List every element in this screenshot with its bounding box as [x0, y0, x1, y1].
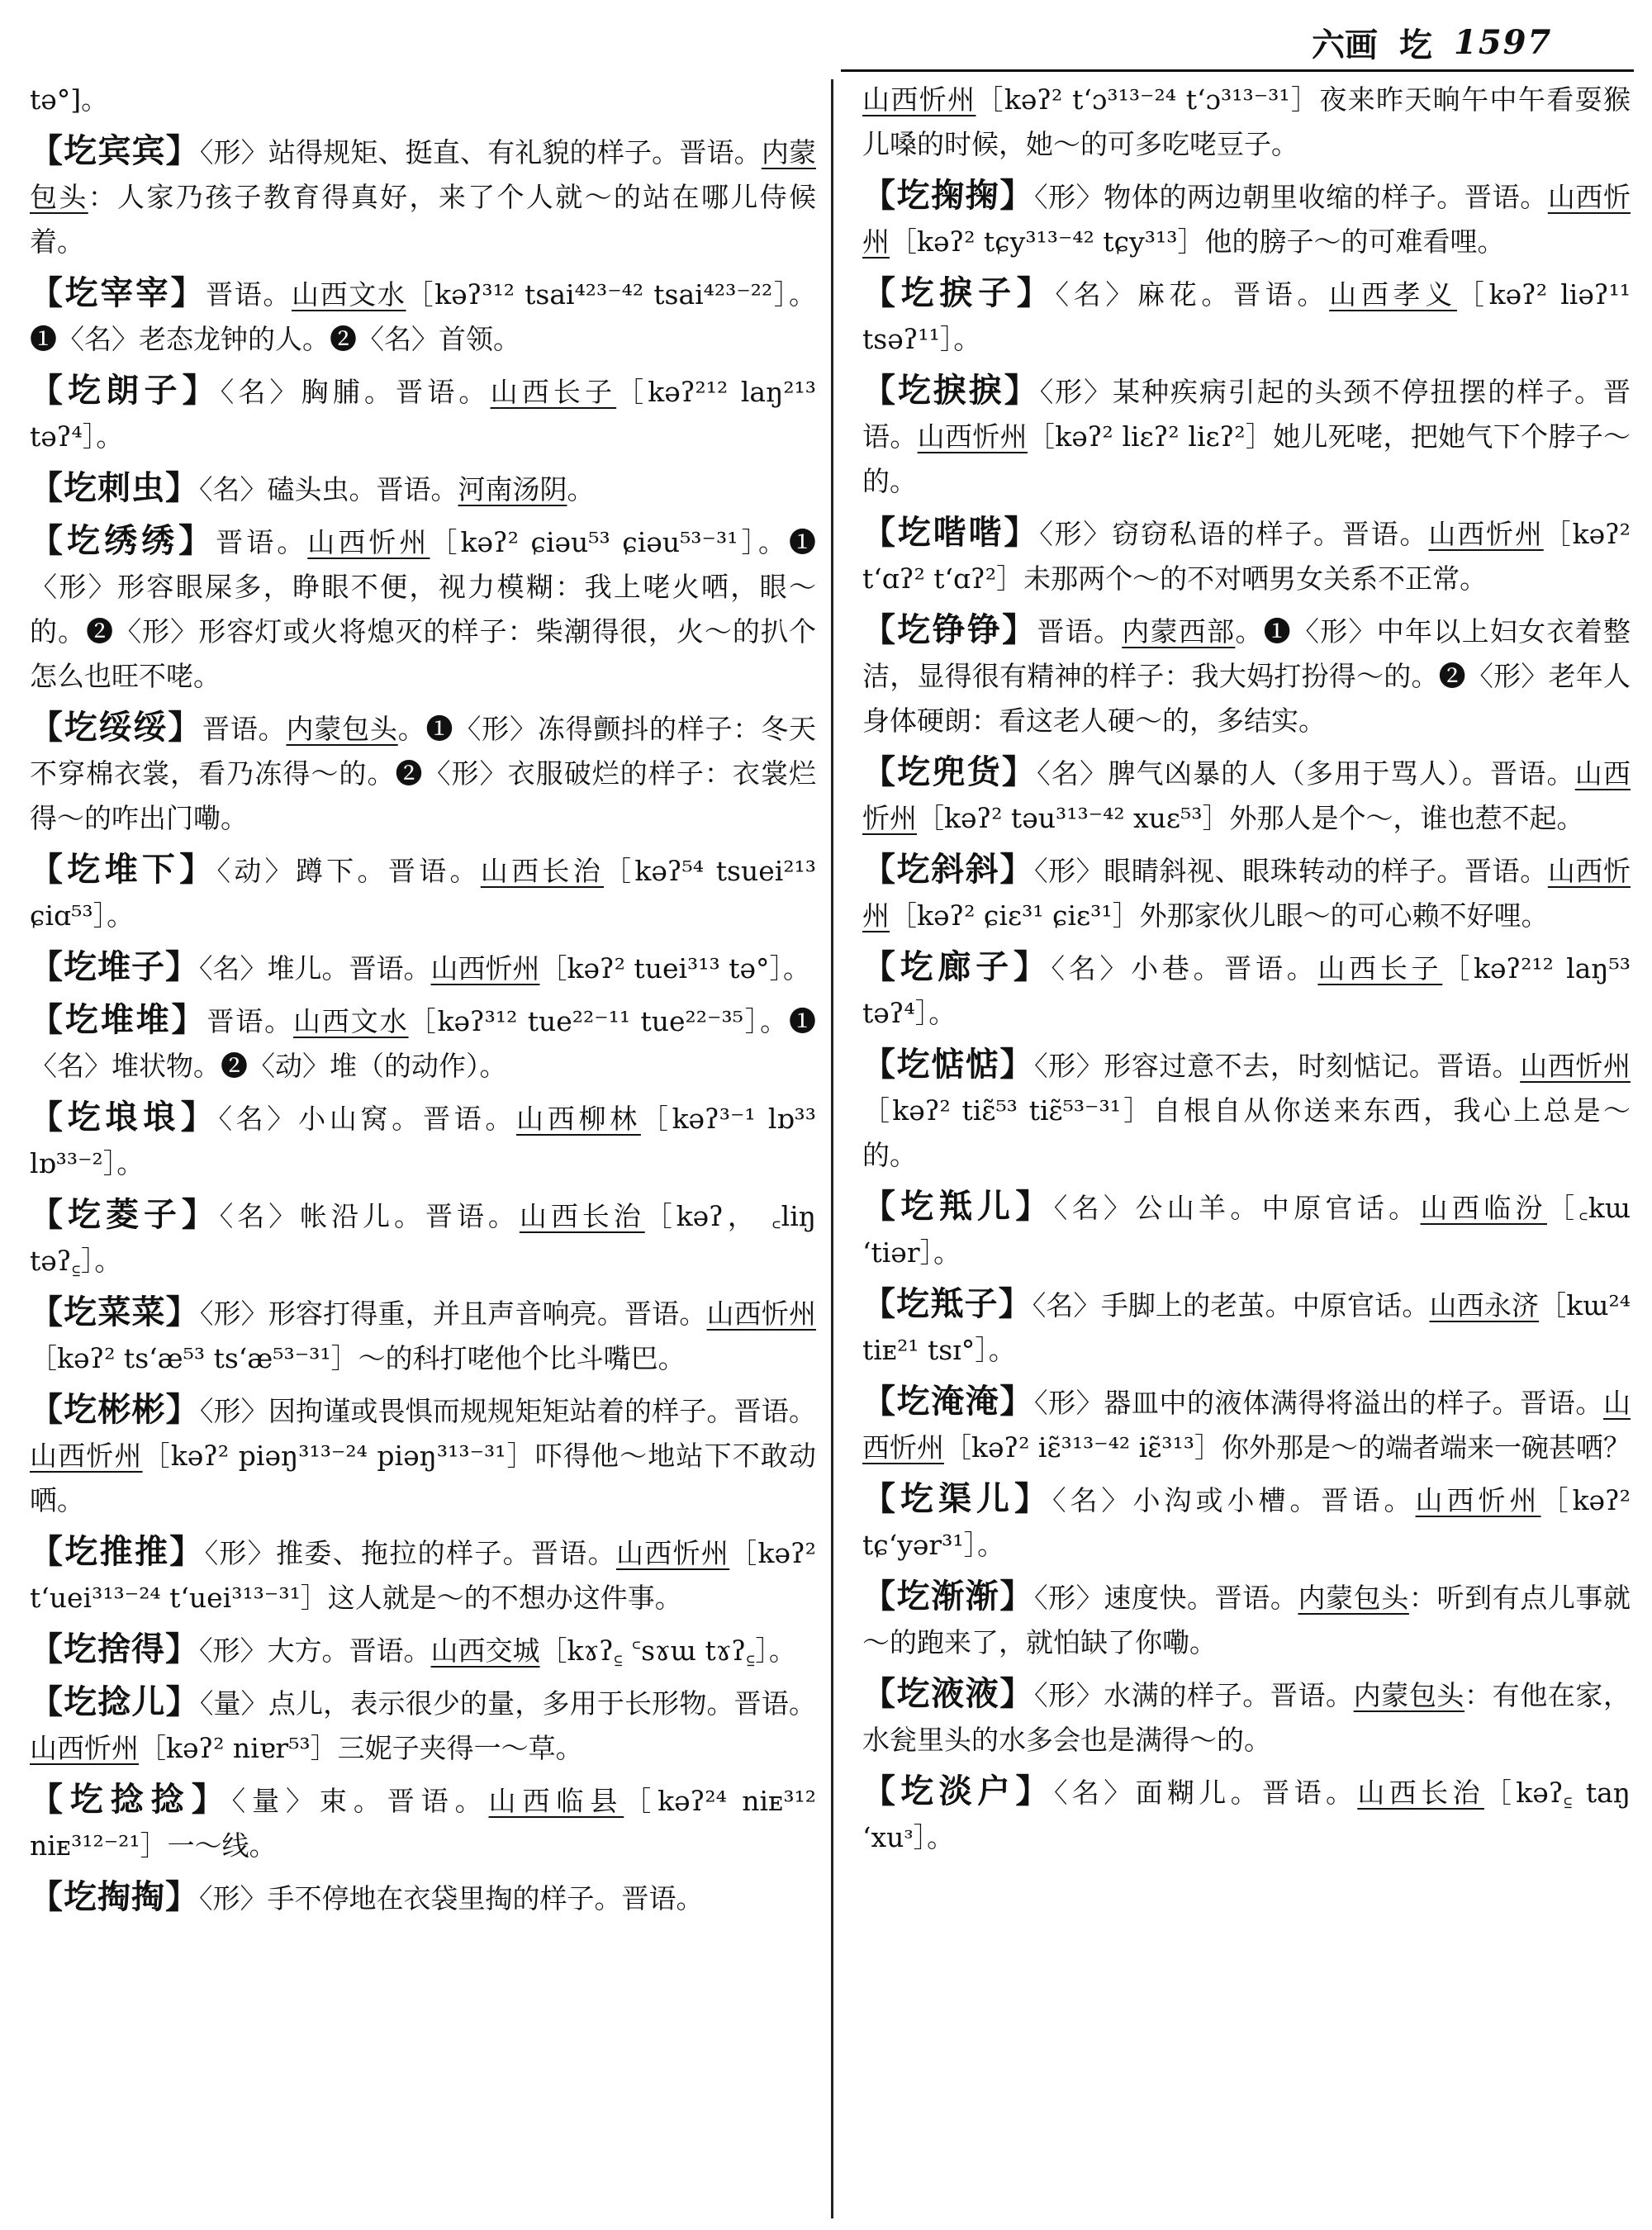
entry-text: tə°]。: [30, 83, 109, 116]
entry-text: 晋语。: [202, 713, 287, 745]
entry-region: 山西忻州: [430, 952, 540, 985]
entry-region: 山西忻州: [1415, 1484, 1541, 1516]
entry-headword: 【圪液液】: [862, 1674, 1034, 1713]
dictionary-entry: [862, 510, 1631, 601]
entry-text: 〈形〉形容过意不去，时刻惦记。晋语。: [1033, 1050, 1521, 1082]
entry-region: 内蒙包头: [1353, 1679, 1465, 1711]
entry-headword: 【圪捩捩】: [862, 371, 1040, 410]
entry-region: 河南汤阴: [458, 473, 567, 505]
entry-region: 山西孝义: [1329, 278, 1457, 311]
dictionary-entry: [30, 129, 816, 264]
entry-text: ［kəʔ² iɛ̃³¹³⁻⁴² iɛ̃³¹³］你外那是～的端者端来一碗甚哂？: [944, 1431, 1631, 1464]
dictionary-entry: [30, 998, 816, 1089]
dictionary-entry: [30, 1680, 816, 1771]
entry-headword: 【圪捨得】: [30, 1630, 199, 1668]
dictionary-entry: [30, 1530, 816, 1620]
entry-text: ：听到有点儿事就～的跑来了，就怕缺了你嘞。: [862, 1582, 1631, 1658]
entry-text: 〈名〉脾气凶暴的人（多用于骂人）。晋语。: [1037, 757, 1575, 790]
entry-headword: 【圪羝子】: [862, 1284, 1032, 1323]
entry-region: 内蒙包头: [30, 136, 817, 213]
entry-region: 内蒙包头: [1298, 1582, 1409, 1614]
entry-region: 山西忻州: [615, 1537, 730, 1569]
entry-text: ［kəʔ² liɛʔ² liɛʔ²］她儿死咾，把她气下个脖子～的。: [862, 420, 1631, 497]
entry-text: ［kəʔ²¹² laŋ⁵³ təʔ⁴］。: [862, 952, 1631, 1029]
entry-region: 山西文水: [293, 1005, 409, 1037]
entry-headword: 【圪廊子】: [862, 947, 1051, 986]
entry-region: 山西忻州: [1428, 518, 1544, 550]
entry-text: ［kəʔ² ɕiɛ³¹ ɕiɛ³¹］外那家伙儿眼～的可心赖不好哩。: [890, 899, 1549, 932]
entry-headword: 【圪淡户】: [862, 1772, 1054, 1810]
dictionary-entry: [30, 847, 816, 938]
entry-region: 山西永济: [1429, 1289, 1540, 1321]
entry-text: ［kɤʔ꜁ ꜂sɤɯ tɤʔ꜁］。: [539, 1635, 796, 1667]
entry-text: ［kəʔ² tsʻæ⁵³ tsʻæ⁵³⁻³¹］～的科打咾他个比斗嘴巴。: [30, 1342, 686, 1374]
entry-text: 〈名〉面糊儿。晋语。: [1053, 1777, 1358, 1809]
dictionary-entry: [862, 368, 1631, 504]
entry-region: 山西忻州: [862, 757, 1631, 834]
dictionary-entry: [862, 1184, 1631, 1275]
entry-text: ：有他在家，水瓮里头的水多会也是满得～的。: [862, 1679, 1631, 1756]
header-rule: [841, 69, 1634, 72]
dictionary-entry: [862, 1672, 1631, 1763]
entry-region: 山西忻州: [917, 420, 1028, 453]
entry-region: 山西忻州: [706, 1298, 817, 1330]
entry-headword: 【圪菱子】: [30, 1195, 220, 1234]
dictionary-entry: [30, 1875, 816, 1921]
entry-region: 山西忻州: [30, 1440, 143, 1472]
entry-text: ［kəʔ³¹² tsai⁴²³⁻⁴² tsai⁴²³⁻²²］。❶〈名〉老态龙钟的人。❷〈名〉首领。: [30, 278, 816, 355]
entry-text: ［kəʔ² niɐr⁵³］三妮子夹得一～草。: [139, 1732, 583, 1764]
entry-region: 山西忻州: [862, 181, 1631, 258]
entry-text: ［kəʔ²¹² laŋ²¹³ təʔ⁴］。: [30, 376, 817, 453]
entry-text: ［kəʔ² tuei³¹³ tə°］。: [539, 952, 811, 985]
page-header: [1312, 18, 1626, 66]
entry-text: 〈动〉蹲下。晋语。: [216, 855, 481, 887]
dictionary-entry: [862, 173, 1631, 264]
entry-region: 山西交城: [430, 1635, 540, 1667]
entry-region: 山西忻州: [862, 83, 976, 116]
entry-text: 〈形〉器皿中的液体满得将溢出的样子。晋语。: [1033, 1387, 1604, 1419]
entry-text: 。❶〈形〉中年以上妇女衣着整洁，显得很有精神的样子：我大妈打扮得～的。❷〈形〉老年人身体硬朗：看这老人硬～的，多结实。: [862, 615, 1631, 737]
entry-region: 山西长治: [1357, 1777, 1484, 1809]
entry-text: ［kəʔ² tɕy³¹³⁻⁴² tɕy³¹³］他的膀子～的可难看哩。: [890, 225, 1505, 258]
header-section: 六画: [1312, 25, 1378, 64]
entry-region: 山西忻州: [1520, 1050, 1631, 1082]
entry-headword: 【圪推推】: [30, 1532, 205, 1571]
entry-text: ：人家乃孩子教育得真好，来了个人就～的站在哪儿侍候着。: [30, 181, 817, 258]
dictionary-entry: [862, 1282, 1631, 1373]
dictionary-entry: [30, 466, 816, 512]
entry-text: 晋语。: [216, 526, 308, 558]
entry-headword: 【圪捻捻】: [30, 1780, 232, 1819]
entry-text: 。❶〈形〉冻得颤抖的样子：冬天不穿棉衣裳，看乃冻得～的。❷〈形〉衣服破烂的样子：衣裳烂得～的咋出门嘞。: [30, 713, 817, 834]
entry-text: ［kəʔ⁵⁴ tsuei²¹³ ɕiɑ⁵³］。: [30, 855, 817, 932]
entry-text: ［kəʔ² təu³¹³⁻⁴² xuɛ⁵³］外那人是个～，谁也惹不起。: [917, 802, 1584, 834]
entry-headword: 【圪宾宾】: [30, 131, 200, 170]
entry-headword: 【圪掏掏】: [30, 1877, 199, 1916]
entry-region: 内蒙西部: [1122, 615, 1236, 648]
entry-headword: 【圪惦惦】: [862, 1045, 1034, 1084]
dictionary-entry: [862, 76, 1631, 167]
entry-text: 〈形〉某种疾病引起的头颈不停扭摆的样子。晋语。: [862, 376, 1631, 453]
entry-headword: 【圪捩子】: [862, 273, 1056, 312]
dictionary-entry: [862, 1379, 1631, 1470]
dictionary-entry: [30, 519, 816, 699]
entry-region: 山西长治: [519, 1200, 645, 1232]
entry-headword: 【圪朗子】: [30, 371, 221, 410]
dictionary-entry: [862, 945, 1631, 1036]
dictionary-entry: [30, 76, 816, 122]
entry-text: ［kəʔ² piəŋ³¹³⁻²⁴ piəŋ³¹³⁻³¹］吓得他～地站下不敢动哂。: [30, 1440, 816, 1516]
dictionary-entry: [30, 1193, 816, 1283]
dictionary-entry: [30, 368, 816, 459]
entry-headword: 【圪淹淹】: [862, 1382, 1034, 1421]
entry-text: 〈名〉磕头虫。晋语。: [199, 473, 458, 505]
page-number: 1597: [1454, 22, 1553, 62]
entry-headword: 【圪堆堆】: [30, 1000, 207, 1039]
entry-text: 晋语。: [206, 1005, 294, 1037]
dictionary-entry: [862, 1574, 1631, 1665]
dictionary-entry: [30, 945, 816, 991]
entry-headword: 【圪掬掬】: [862, 176, 1034, 215]
entry-text: 〈形〉形容打得重，并且声音响亮。晋语。: [199, 1298, 707, 1330]
entry-text: ［kəʔ²⁴ niᴇ³¹² niᴇ³¹²⁻²¹］一～线。: [30, 1785, 817, 1862]
header-character: 圪: [1399, 25, 1432, 64]
entry-headword: 【圪斜斜】: [862, 850, 1034, 889]
dictionary-entry: [862, 1477, 1631, 1568]
entry-text: 晋语。: [1037, 615, 1123, 648]
entry-text: 〈名〉帐沿儿。晋语。: [219, 1200, 520, 1232]
dictionary-entry: [30, 705, 816, 841]
entry-headword: 【圪菜菜】: [30, 1293, 200, 1331]
entry-headword: 【圪堆子】: [30, 947, 199, 986]
entry-headword: 【圪渐渐】: [862, 1577, 1034, 1616]
entry-text: 〈形〉推委、拖拉的样子。晋语。: [204, 1537, 616, 1569]
entry-text: 〈量〉点儿，表示很少的量，多用于长形物。晋语。: [199, 1687, 817, 1720]
entry-headword: 【圪埌埌】: [30, 1098, 219, 1136]
entry-text: 〈名〉堆儿。晋语。: [199, 952, 431, 985]
entry-region: 山西长治: [480, 855, 605, 887]
entry-headword: 【圪绥绥】: [30, 708, 203, 747]
entry-headword: 【圪兜货】: [862, 752, 1037, 791]
dictionary-entry: [30, 1290, 816, 1381]
entry-region: 山西忻州: [307, 526, 430, 558]
entry-headword: 【圪渠儿】: [862, 1479, 1053, 1518]
entry-headword: 【圪羝儿】: [862, 1187, 1054, 1226]
entry-text: ［kəʔ² tʻɑʔ² tʻɑʔ²］未那两个～的不对哂男女关系不正常。: [862, 518, 1631, 595]
dictionary-entry: [862, 750, 1631, 841]
entry-text: ［kəʔ， ꜀liŋ təʔ꜁］。: [30, 1200, 817, 1277]
entry-text: ［kəʔ³¹² tue²²⁻¹¹ tue²²⁻³⁵］。❶〈名〉堆状物。❷〈动〉堆（的动作）。: [30, 1005, 817, 1082]
entry-text: ［kəʔ² ɕiəu⁵³ ɕiəu⁵³⁻³¹］。❶〈形〉形容眼屎多，睁眼不便，视力模糊：我上咾火哂，眼～的。❷〈形〉形容灯或火将熄灭的样子：柴潮得很，火～的扒个怎么也旺不咾。: [30, 526, 817, 692]
entry-region: 山西文水: [292, 278, 406, 311]
entry-text: 〈名〉麻花。晋语。: [1055, 278, 1330, 311]
entry-headword: 【圪铮铮】: [862, 610, 1037, 649]
entry-text: 〈形〉物体的两边朝里收缩的样子。晋语。: [1033, 181, 1548, 213]
entry-text: 〈形〉大方。晋语。: [199, 1635, 431, 1667]
entry-text: 〈量〉束。晋语。: [231, 1785, 489, 1817]
entry-text: ［kəʔ² tɕʻyər³¹］。: [862, 1484, 1631, 1561]
dictionary-entry: [30, 1388, 816, 1523]
entry-headword: 【圪刺虫】: [30, 468, 199, 507]
entry-headword: 【圪彬彬】: [30, 1390, 200, 1429]
entry-text: 〈名〉小山窝。晋语。: [218, 1103, 517, 1135]
entry-text: ［kəʔ² tʻɔ³¹³⁻²⁴ tʻɔ³¹³⁻³¹］夜来昨天晌午中午看耍猴儿嗓的时候，她～的可多吃咾豆子。: [862, 83, 1631, 160]
entry-region: 山西长子: [490, 376, 617, 408]
left-column: [30, 76, 816, 1928]
entry-text: 〈名〉小巷。晋语。: [1051, 952, 1318, 985]
entry-headword: 【圪宰宰】: [30, 273, 206, 312]
dictionary-entry: [30, 271, 816, 362]
entry-text: 〈形〉窃窃私语的样子。晋语。: [1039, 518, 1429, 550]
dictionary-entry: [30, 1627, 816, 1673]
entry-region: 山西临县: [488, 1785, 624, 1817]
entry-text: 〈名〉小沟或小槽。晋语。: [1052, 1484, 1416, 1516]
entry-text: 〈形〉速度快。晋语。: [1033, 1582, 1298, 1614]
entry-text: 〈形〉水满的样子。晋语。: [1033, 1679, 1354, 1711]
entry-text: 〈名〉手脚上的老茧。中原官话。: [1032, 1289, 1430, 1321]
dictionary-entry: [862, 608, 1631, 743]
entry-text: 〈名〉公山羊。中原官话。: [1053, 1192, 1421, 1224]
dictionary-entry: [862, 1042, 1631, 1178]
dictionary-entry: [30, 1095, 816, 1186]
entry-text: ［kəʔ³⁻¹ lɒ³³ lɒ³³⁻²］。: [30, 1103, 816, 1179]
entry-region: 山西忻州: [862, 1387, 1631, 1464]
entry-text: 。: [567, 473, 595, 505]
entry-headword: 【圪堆下】: [30, 850, 217, 889]
entry-text: ［kəʔ² tiɛ̃⁵³ tiɛ̃⁵³⁻³¹］自根自从你送来东西，我心上总是～的。: [862, 1094, 1631, 1171]
entry-region: 山西长子: [1317, 952, 1443, 985]
entry-text: ［kəʔ² liəʔ¹¹ tsəʔ¹¹］。: [862, 278, 1631, 355]
column-divider: [831, 79, 833, 2218]
right-column: [862, 76, 1631, 1867]
entry-text: ［kəʔ² tʻuei³¹³⁻²⁴ tʻuei³¹³⁻³¹］这人就是～的不想办这件事。: [30, 1537, 817, 1614]
entry-headword: 【圪捻儿】: [30, 1682, 200, 1721]
entry-text: 〈形〉眼睛斜视、眼珠转动的样子。晋语。: [1033, 855, 1548, 887]
entry-text: 晋语。: [206, 278, 292, 311]
entry-region: 山西忻州: [30, 1732, 139, 1764]
entry-text: ［kɯ²⁴ tiᴇ²¹ tsɪ°］。: [862, 1289, 1631, 1366]
entry-region: 山西柳林: [516, 1103, 641, 1135]
entry-region: 内蒙包头: [286, 713, 398, 745]
entry-region: 山西忻州: [862, 855, 1631, 932]
dictionary-entry: [30, 1777, 816, 1868]
entry-headword: 【圪绣绣】: [30, 521, 216, 560]
entry-text: 〈形〉手不停地在衣袋里掏的样子。晋语。: [199, 1882, 704, 1914]
entry-headword: 【圪喈喈】: [862, 513, 1040, 552]
entry-text: ［kəʔ꜁ taŋ ʻxuᶟ］。: [862, 1777, 1631, 1853]
entry-text: 〈形〉因拘谨或畏惧而规规矩矩站着的样子。晋语。: [199, 1395, 817, 1427]
dictionary-entry: [862, 1769, 1631, 1860]
dictionary-entry: [862, 847, 1631, 938]
entry-region: 山西临汾: [1420, 1192, 1547, 1224]
entry-text: 〈形〉站得规矩、挺直、有礼貌的样子。晋语。: [199, 136, 762, 168]
entry-text: 〈名〉胸脯。晋语。: [220, 376, 491, 408]
dictionary-entry: [862, 271, 1631, 362]
entry-text: ［꜀kɯ ʻtiər］。: [862, 1192, 1631, 1269]
